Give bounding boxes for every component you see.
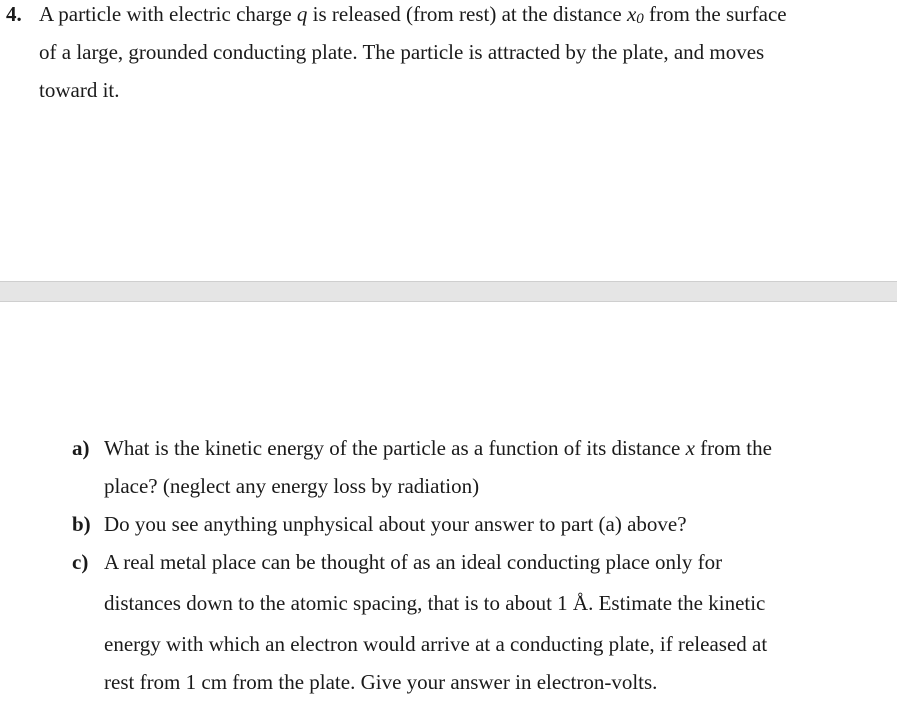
part-a-label: a) bbox=[72, 436, 90, 460]
part-a-line-2: place? (neglect any energy loss by radiation) bbox=[104, 474, 480, 498]
distance-subscript: 0 bbox=[636, 11, 644, 27]
problem-line-3: toward it. bbox=[39, 78, 120, 102]
distance-symbol: x bbox=[626, 2, 637, 26]
part-c-line-3: energy with which an electron would arrive at a conducting plate, if released at bbox=[104, 632, 768, 656]
problem-line-1: A particle with electric charge q is released (from rest) at the distance x0 from the surface bbox=[39, 2, 787, 27]
distance-variable: x bbox=[685, 436, 695, 460]
part-b-line-1: Do you see anything unphysical about your answer to part (a) above? bbox=[104, 512, 687, 536]
problem-number: 4. bbox=[6, 2, 22, 26]
part-c-line-2: distances down to the atomic spacing, that is to about 1 Å. Estimate the kinetic bbox=[104, 591, 766, 615]
part-c-line-4: rest from 1 cm from the plate. Give your answer in electron-volts. bbox=[104, 670, 658, 694]
part-c-label: c) bbox=[72, 550, 89, 574]
angstrom-unit: Å bbox=[572, 591, 589, 615]
section-divider bbox=[0, 281, 897, 302]
part-a-line-1: What is the kinetic energy of the particle as a function of its distance x from the bbox=[104, 436, 772, 460]
problem-line-2: of a large, grounded conducting plate. The particle is attracted by the plate, and moves bbox=[39, 40, 765, 64]
part-c-line-1: A real metal place can be thought of as an ideal conducting place only for bbox=[104, 550, 723, 574]
part-b-label: b) bbox=[72, 512, 91, 536]
charge-symbol: q bbox=[296, 2, 308, 26]
